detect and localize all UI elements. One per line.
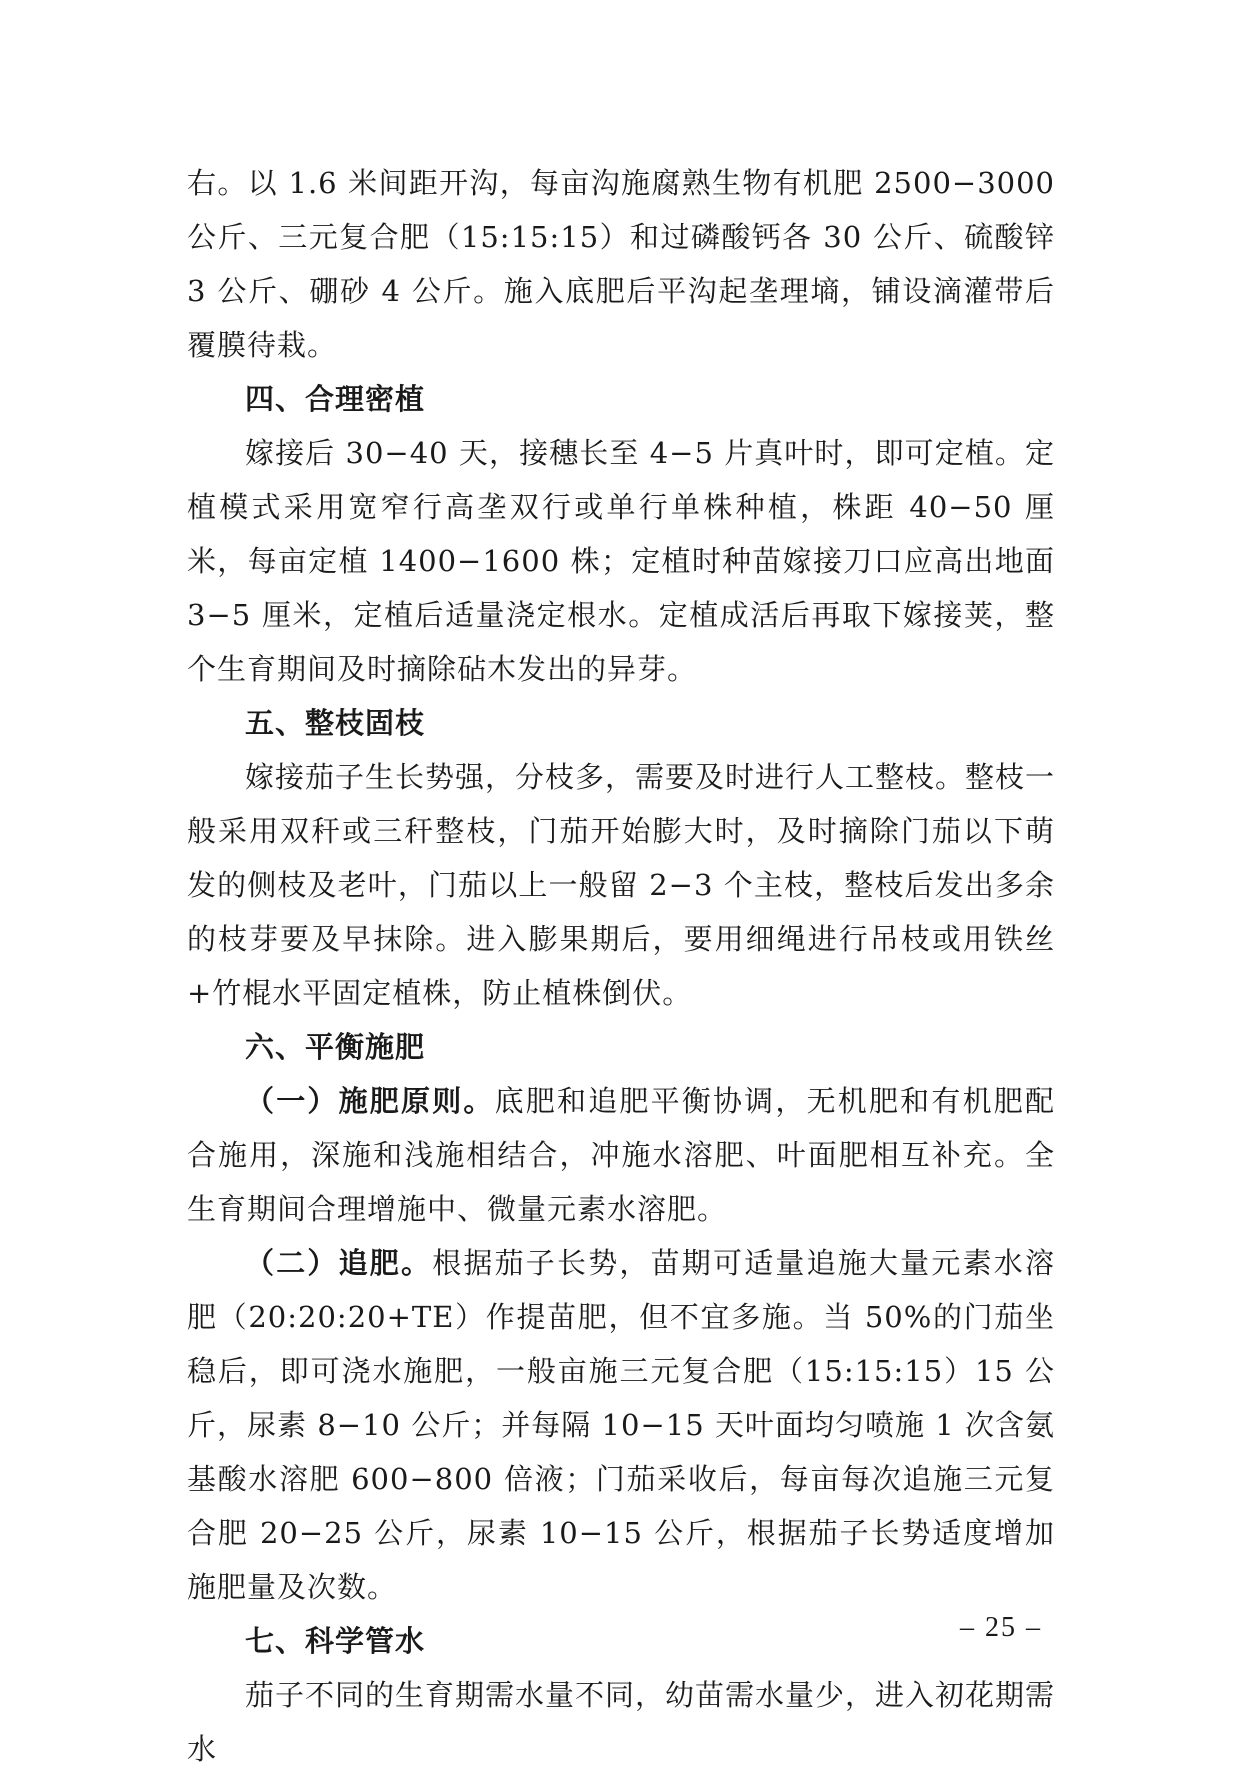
- paragraph-text: 根据茄子长势，苗期可适量追施大量元素水溶肥（20:20:20+TE）作提苗肥，但不宜多施。当 50%的门茄坐稳后，即可浇水施肥，一般亩施三元复合肥（15:15:15）15 公斤，尿素 8−10 公斤；并每隔 10−15 天叶面均匀喷施 1 次含氨基酸水溶肥 600−800 倍液；门茄采收后，每亩每次追施三元复合肥 20−25 公斤，尿素 10−15 公斤，根据茄子长势适度增加施肥量及次数。: [187, 1246, 1055, 1604]
- subsection-label-2: （二）追肥。: [245, 1246, 433, 1280]
- section-heading-6: 六、平衡施肥: [245, 1030, 426, 1064]
- page-number: – 25 –: [960, 1612, 1042, 1643]
- document-body: [187, 156, 1055, 1776]
- paragraph-fertilizer-principle: [187, 1074, 1055, 1236]
- paragraph-planting-density: 嫁接后 30−40 天，接穗长至 4−5 片真叶时，即可定植。定植模式采用宽窄行高垄双行或单行单株种植，株距 40−50 厘米，每亩定植 1400−1600 株；定植时种苗嫁接刀口应高出地面 3−5 厘米，定植后适量浇定根水。定植成活后再取下嫁接荚，整个生育期间及时摘除砧木发出的异芽。: [187, 436, 1055, 686]
- section-heading-7: 七、科学管水: [245, 1624, 426, 1658]
- section-heading-4: 四、合理密植: [245, 382, 426, 416]
- section-heading-5: 五、整枝固枝: [245, 706, 426, 740]
- subsection-label-1: （一）施肥原则。: [245, 1084, 495, 1118]
- paragraph-water-management: 茄子不同的生育期需水量不同，幼苗需水量少，进入初花期需水: [187, 1678, 1056, 1766]
- paragraph-pruning: 嫁接茄子生长势强，分枝多，需要及时进行人工整枝。整枝一般采用双秆或三秆整枝，门茄开始膨大时，及时摘除门茄以下萌发的侧枝及老叶，门茄以上一般留 2−3 个主枝，整枝后发出多余的枝芽要及早抹除。进入膨果期后，要用细绳进行吊枝或用铁丝+竹棍水平固定植株，防止植株倒伏。: [187, 760, 1056, 1010]
- paragraph-text: 底肥和追肥平衡协调，无机肥和有机肥配合施用，深施和浅施相结合，冲施水溶肥、叶面肥相互补充。全生育期间合理增施中、微量元素水溶肥。: [187, 1084, 1055, 1226]
- paragraph-top-dressing: [187, 1236, 1055, 1614]
- paragraph-base-fertilizer: 右。以 1.6 米间距开沟，每亩沟施腐熟生物有机肥 2500−3000 公斤、三元复合肥（15:15:15）和过磷酸钙各 30 公斤、硫酸锌 3 公斤、硼砂 4 公斤。施入底肥后平沟起垄理墒，铺设滴灌带后覆膜待栽。: [187, 166, 1055, 362]
